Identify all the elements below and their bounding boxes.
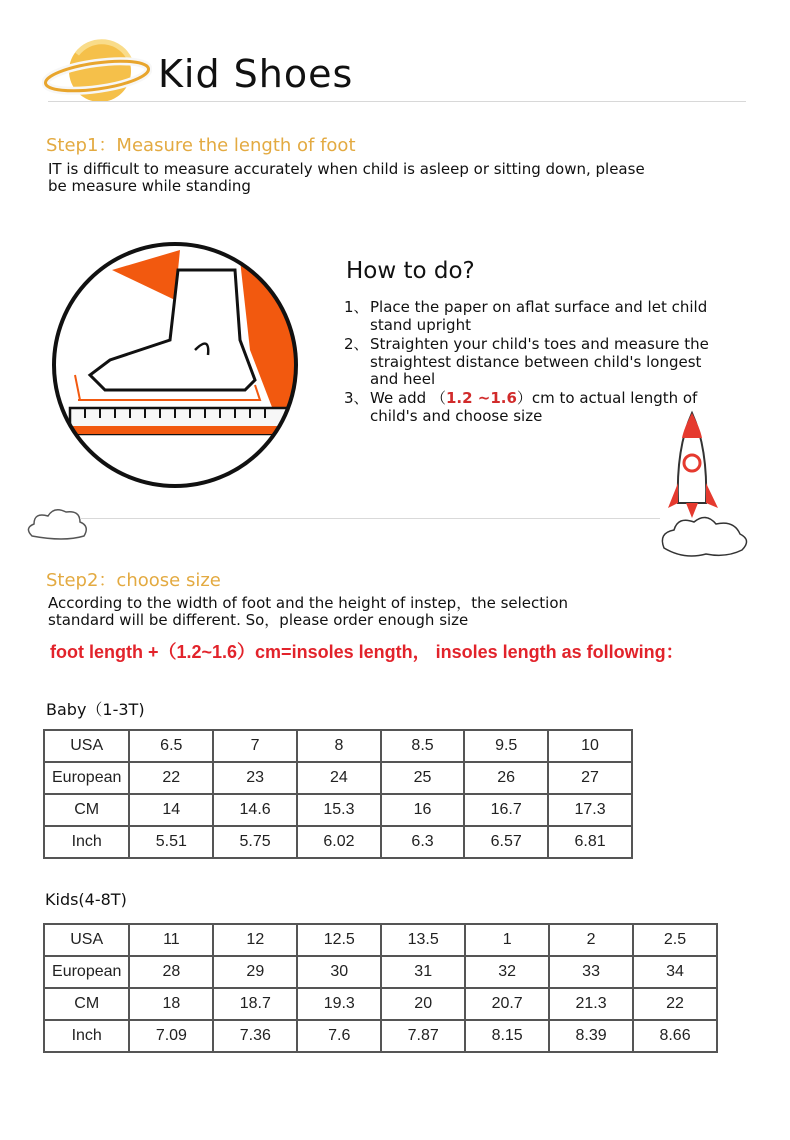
size-cell: 24 — [297, 762, 381, 794]
planet-icon — [42, 38, 152, 108]
size-cell: 5.51 — [129, 826, 213, 858]
step-number: 3、 — [344, 389, 369, 407]
kids-size-table — [43, 923, 718, 1053]
size-cell: 8.15 — [465, 1020, 549, 1052]
row-label-cell: USA — [44, 924, 129, 956]
step-text: ）cm to actual length of child's and choose size — [370, 389, 698, 425]
size-cell: 23 — [213, 762, 297, 794]
size-cell: 5.75 — [213, 826, 297, 858]
step1-heading: Step1：Measure the length of foot — [46, 135, 356, 156]
row-label-cell: CM — [44, 794, 129, 826]
size-cell: 7.36 — [213, 1020, 297, 1052]
size-cell: 9.5 — [464, 730, 548, 762]
baby-table-title: Baby（1-3T) — [46, 700, 145, 719]
size-cell: 2.5 — [633, 924, 717, 956]
added-cm-value: 1.2 ~1.6 — [445, 389, 517, 407]
step-text: Straighten your child's toes and measure the straightest distance between child's longest and heel — [370, 335, 709, 388]
size-cell: 6.57 — [464, 826, 548, 858]
size-cell: 14.6 — [213, 794, 297, 826]
size-cell: 19.3 — [297, 988, 381, 1020]
size-cell: 31 — [381, 956, 465, 988]
size-cell: 12 — [213, 924, 297, 956]
size-cell: 22 — [129, 762, 213, 794]
size-cell: 25 — [381, 762, 464, 794]
size-cell: 12.5 — [297, 924, 381, 956]
size-cell: 8 — [297, 730, 381, 762]
size-cell: 18 — [129, 988, 213, 1020]
section-divider — [80, 518, 660, 519]
step-text: Place the paper on aflat surface and let child stand upright — [370, 298, 708, 334]
size-cell: 30 — [297, 956, 381, 988]
how-to-step-2 — [344, 336, 724, 389]
size-cell: 8.5 — [381, 730, 464, 762]
size-cell: 20 — [381, 988, 465, 1020]
row-label-cell: CM — [44, 988, 129, 1020]
size-cell: 18.7 — [213, 988, 297, 1020]
row-label-cell: USA — [44, 730, 129, 762]
rocket-icon — [656, 408, 752, 563]
row-label-cell: Inch — [44, 1020, 129, 1052]
size-cell: 7 — [213, 730, 297, 762]
size-formula: foot length +（1.2~1.6）cm=insoles length， insoles length as following： — [50, 642, 684, 662]
step-number: 1、 — [344, 298, 369, 316]
size-cell: 20.7 — [465, 988, 549, 1020]
size-cell: 15.3 — [297, 794, 381, 826]
step-text: We add （ — [370, 389, 446, 407]
size-cell: 21.3 — [549, 988, 633, 1020]
size-cell: 11 — [129, 924, 213, 956]
step2-note: According to the width of foot and the height of instep，the selection standard will be different. So，please order enough size — [48, 594, 568, 629]
size-cell: 32 — [465, 956, 549, 988]
row-label-cell: European — [44, 762, 129, 794]
size-cell: 10 — [548, 730, 632, 762]
table-row — [44, 762, 632, 794]
size-cell: 27 — [548, 762, 632, 794]
row-label-cell: European — [44, 956, 129, 988]
row-label-cell: Inch — [44, 826, 129, 858]
table-row — [44, 956, 717, 988]
cloud-icon — [24, 504, 92, 544]
size-cell: 14 — [129, 794, 213, 826]
table-row — [44, 1020, 717, 1052]
size-cell: 6.81 — [548, 826, 632, 858]
step2-heading: Step2：choose size — [46, 570, 221, 591]
table-row — [44, 794, 632, 826]
foot-measure-illustration — [50, 240, 300, 490]
size-cell: 7.87 — [381, 1020, 465, 1052]
size-cell: 8.39 — [549, 1020, 633, 1052]
size-cell: 7.09 — [129, 1020, 213, 1052]
kids-table-title: Kids(4-8T) — [45, 890, 127, 909]
size-cell: 8.66 — [633, 1020, 717, 1052]
page-title: Kid Shoes — [158, 52, 354, 96]
size-cell: 34 — [633, 956, 717, 988]
table-row — [44, 988, 717, 1020]
size-cell: 33 — [549, 956, 633, 988]
size-cell: 26 — [464, 762, 548, 794]
size-cell: 29 — [213, 956, 297, 988]
how-to-step-1 — [344, 299, 724, 334]
table-row — [44, 730, 632, 762]
size-cell: 16 — [381, 794, 464, 826]
table-row — [44, 826, 632, 858]
header-divider — [48, 101, 746, 102]
size-cell: 1 — [465, 924, 549, 956]
table-row — [44, 924, 717, 956]
baby-size-table — [43, 729, 633, 859]
size-cell: 16.7 — [464, 794, 548, 826]
size-cell: 7.6 — [297, 1020, 381, 1052]
size-cell: 6.02 — [297, 826, 381, 858]
size-cell: 6.3 — [381, 826, 464, 858]
size-cell: 22 — [633, 988, 717, 1020]
size-cell: 17.3 — [548, 794, 632, 826]
size-cell: 13.5 — [381, 924, 465, 956]
step-number: 2、 — [344, 335, 369, 353]
size-cell: 6.5 — [129, 730, 213, 762]
size-cell: 28 — [129, 956, 213, 988]
step1-note: IT is difficult to measure accurately when child is asleep or sitting down, please be measure while standing — [48, 160, 645, 195]
size-cell: 2 — [549, 924, 633, 956]
how-to-title: How to do? — [346, 258, 475, 284]
